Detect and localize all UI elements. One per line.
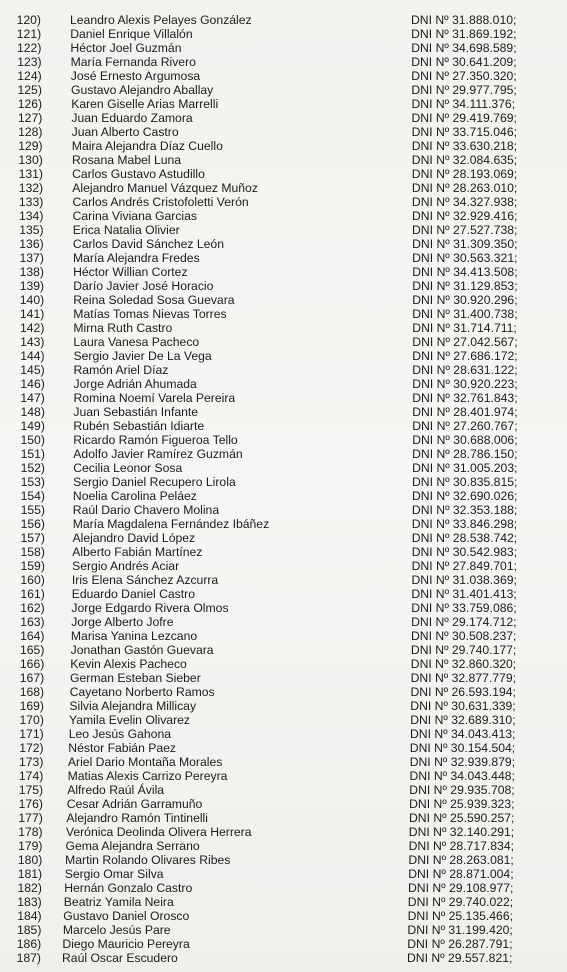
entry-name: Alejandro David López: [72, 531, 196, 545]
entry-dni: DNI Nº 31.714.711;: [412, 321, 517, 335]
entry-dni: DNI Nº 28.717.834;: [408, 839, 514, 853]
entry-dni: DNI Nº 32.689.310;: [410, 713, 516, 727]
entry-dni: DNI Nº 30.920.223;: [412, 377, 518, 391]
entry-name: Juan Eduardo Zamora: [71, 111, 193, 125]
entry-number: 163): [20, 615, 45, 629]
list-item: [0, 699, 567, 713]
entry-name: Gustavo Alejandro Aballay: [71, 83, 214, 97]
list-item: [0, 377, 567, 391]
entry-dni: DNI Nº 30.563.321;: [412, 251, 518, 265]
entry-number: 184): [17, 909, 42, 923]
entry-name: Jorge Adrián Ahumada: [73, 377, 197, 391]
entry-name: Juan Alberto Castro: [71, 125, 179, 139]
list-item: [0, 489, 567, 503]
entry-dni: DNI Nº 32.929.416;: [412, 209, 518, 223]
entry-dni: DNI Nº 30.641.209;: [411, 55, 517, 69]
entry-name: Carlos David Sánchez León: [72, 237, 224, 251]
list-item: [0, 853, 567, 867]
entry-dni: DNI Nº 30.154.504;: [409, 741, 516, 755]
entry-name: Eduardo Daniel Castro: [71, 587, 195, 601]
entry-name: Héctor Joel Guzmán: [70, 41, 182, 55]
list-item: [0, 951, 567, 965]
list-item: [0, 755, 567, 769]
entry-dni: DNI Nº 29.740.177;: [410, 643, 517, 657]
entry-dni: DNI Nº 29.740.022;: [407, 895, 514, 909]
entry-number: 130): [18, 153, 43, 167]
list-item: [0, 601, 567, 615]
entry-name: Sergio Andrés Aciar: [72, 559, 180, 573]
list-item: [0, 657, 567, 671]
list-item: [0, 237, 567, 251]
entry-dni: DNI Nº 32.761.843;: [412, 391, 518, 405]
list-item: [0, 797, 567, 811]
entry-name: Gustavo Daniel Orosco: [63, 909, 190, 923]
entry-number: 146): [20, 377, 45, 391]
list-item: [0, 685, 567, 699]
list-item: [0, 727, 567, 741]
entry-dni: DNI Nº 29.174.712;: [411, 615, 517, 629]
list-item: [0, 125, 567, 139]
entry-name: Leandro Alexis Pelayes González: [70, 13, 252, 27]
list-item: [0, 587, 567, 601]
list-item: [0, 55, 567, 69]
list-item: [0, 461, 567, 475]
entry-number: 180): [17, 853, 43, 867]
entry-number: 128): [18, 125, 43, 139]
entry-number: 131): [18, 167, 43, 181]
list-item: [0, 895, 567, 909]
entry-name: Mirna Ruth Castro: [73, 321, 173, 335]
list-item: [0, 349, 567, 363]
entry-name: Martin Rolando Olivares Ribes: [65, 853, 231, 867]
entry-name: Matias Alexis Carrizo Pereyra: [67, 769, 228, 783]
entry-name: Erica Natalia Olivier: [72, 223, 180, 237]
entry-name: Darío Javier José Horacio: [73, 279, 214, 293]
list-item: [0, 391, 567, 405]
entry-name: Ricardo Ramón Figueroa Tello: [73, 433, 238, 447]
entry-name: Adolfo Javier Ramírez Guzmán: [73, 447, 243, 461]
entry-name: Laura Vanesa Pacheco: [73, 335, 200, 349]
entry-dni: DNI Nº 27.527.738;: [412, 223, 518, 237]
entry-dni: DNI Nº 34.327.938;: [411, 195, 518, 209]
entry-number: 153): [20, 475, 45, 489]
entry-number: 148): [20, 405, 45, 419]
entry-number: 151): [20, 447, 45, 461]
entry-dni: DNI Nº 28.193.069;: [411, 167, 518, 181]
entry-dni: DNI Nº 27.260.767;: [412, 419, 518, 433]
entry-name: Sergio Javier De La Vega: [73, 349, 212, 363]
entry-dni: DNI Nº 28.871.004;: [408, 867, 514, 881]
entry-name: José Ernesto Argumosa: [70, 69, 201, 83]
entry-number: 169): [19, 699, 44, 713]
list-item: [0, 83, 567, 97]
list-item: [0, 713, 567, 727]
entry-dni: DNI Nº 29.935.708;: [409, 783, 515, 797]
entry-name: Sergio Omar Silva: [64, 867, 164, 881]
list-item: [0, 293, 567, 307]
entry-name: Raúl Dario Chavero Molina: [72, 503, 220, 517]
entry-dni: DNI Nº 30.542.983;: [411, 545, 518, 559]
entry-number: 185): [16, 923, 42, 937]
entry-number: 181): [17, 867, 43, 881]
entry-number: 159): [20, 559, 45, 573]
entry-name: Noelia Carolina Peláez: [72, 489, 197, 503]
list-item: [0, 167, 567, 181]
entry-dni: DNI Nº 28.786.150;: [412, 447, 518, 461]
entry-name: Héctor Willian Cortez: [73, 265, 188, 279]
entry-dni: DNI Nº 26.593.194;: [410, 685, 516, 699]
entry-number: 134): [18, 209, 44, 223]
list-item: [0, 69, 567, 83]
entry-dni: DNI Nº 27.686.172;: [412, 349, 518, 363]
entry-number: 166): [19, 657, 45, 671]
entry-dni: DNI Nº 31.888.010;: [411, 13, 517, 27]
entry-name: Diego Mauricio Pereyra: [62, 937, 190, 951]
entry-number: 179): [18, 839, 43, 853]
entry-number: 155): [20, 503, 45, 517]
list-item: [0, 769, 567, 783]
list-item: [0, 419, 567, 433]
entry-name: Romina Noemí Varela Pereira: [73, 391, 236, 405]
entry-dni: DNI Nº 29.977.795;: [411, 83, 517, 97]
entry-number: 120): [16, 13, 41, 27]
list-item: [0, 195, 567, 209]
entry-number: 186): [16, 937, 42, 951]
entry-number: 136): [19, 237, 44, 251]
list-item: [0, 909, 567, 923]
entry-dni: DNI Nº 28.401.974;: [412, 405, 518, 419]
entry-number: 173): [18, 755, 44, 769]
entry-number: 168): [19, 685, 45, 699]
entry-dni: DNI Nº 33.759.086;: [411, 601, 517, 615]
entry-number: 156): [20, 517, 45, 531]
list-item: [0, 531, 567, 545]
entry-dni: DNI Nº 32.877.779;: [410, 671, 516, 685]
entry-name: Alberto Fabián Martínez: [72, 545, 203, 559]
entry-number: 178): [18, 825, 43, 839]
entry-dni: DNI Nº 29.108.977;: [408, 881, 514, 895]
entry-dni: DNI Nº 30.835.815;: [412, 475, 518, 489]
list-item: [0, 923, 567, 937]
entry-dni: DNI Nº 29.419.769;: [411, 111, 517, 125]
entry-name: Gema Alejandra Serrano: [65, 839, 200, 853]
entry-name: Cecilia Leonor Sosa: [73, 461, 183, 475]
entry-number: 132): [18, 181, 44, 195]
entry-dni: DNI Nº 33.846.298;: [411, 517, 518, 531]
entry-dni: DNI Nº 31.199.420;: [407, 923, 513, 937]
entry-dni: DNI Nº 31.400.738;: [412, 307, 518, 321]
entry-name: Cayetano Norberto Ramos: [69, 685, 215, 699]
entry-name: Ariel Dario Montaña Morales: [67, 755, 223, 769]
list-item: [0, 825, 567, 839]
entry-number: 157): [20, 531, 45, 545]
entry-number: 137): [19, 251, 44, 265]
entry-name: Alejandro Ramón Tintinelli: [66, 811, 208, 825]
list-item: [0, 559, 567, 573]
list-item: [0, 671, 567, 685]
entry-name: Matías Tomas Nievas Torres: [73, 307, 227, 321]
list-item: [0, 545, 567, 559]
entry-number: 165): [19, 643, 45, 657]
entry-name: Carlos Andrés Cristofoletti Verón: [72, 195, 249, 209]
entry-number: 167): [19, 671, 45, 685]
entry-number: 152): [20, 461, 45, 475]
entry-number: 141): [19, 307, 45, 321]
entry-number: 142): [19, 321, 45, 335]
entry-dni: DNI Nº 28.263.081;: [408, 853, 514, 867]
list-item: [0, 643, 567, 657]
list-item: [0, 27, 567, 41]
entry-dni: DNI Nº 34.043.448;: [409, 769, 515, 783]
entry-dni: DNI Nº 32.939.879;: [409, 755, 516, 769]
list-item: [0, 839, 567, 853]
entry-dni: DNI Nº 32.084.635;: [411, 153, 518, 167]
entry-dni: DNI Nº 33.630.218;: [411, 139, 518, 153]
list-item: [0, 111, 567, 125]
entry-name: María Alejandra Fredes: [73, 251, 200, 265]
entry-number: 126): [17, 97, 43, 111]
list-item: [0, 433, 567, 447]
entry-dni: DNI Nº 30.508.237;: [411, 629, 517, 643]
entry-dni: DNI Nº 31.129.853;: [412, 279, 518, 293]
entry-number: 182): [17, 881, 42, 895]
entry-dni: DNI Nº 27.849.701;: [411, 559, 517, 573]
list-item: [0, 741, 567, 755]
list-item: [0, 405, 567, 419]
entry-number: 121): [16, 27, 42, 41]
entry-dni: DNI Nº 32.690.026;: [412, 489, 518, 503]
entry-dni: DNI Nº 25.590.257;: [409, 811, 515, 825]
entry-number: 122): [16, 41, 42, 55]
entry-number: 187): [16, 951, 41, 965]
entry-number: 160): [20, 573, 45, 587]
entry-number: 143): [20, 335, 45, 349]
entry-name: Reina Soledad Sosa Guevara: [73, 293, 235, 307]
entry-name: Ramón Ariel Díaz: [73, 363, 169, 377]
entry-name: Juan Sebastián Infante: [73, 405, 199, 419]
entry-name: Beatriz Yamila Neira: [63, 895, 174, 909]
entry-number: 125): [17, 83, 42, 97]
entry-number: 176): [18, 797, 43, 811]
list-item: [0, 223, 567, 237]
list-item: [0, 41, 567, 55]
entry-dni: DNI Nº 34.698.589;: [411, 41, 517, 55]
entry-number: 147): [20, 391, 45, 405]
entry-dni: DNI Nº 32.860.320;: [410, 657, 517, 671]
entry-name: Jorge Edgardo Rivera Olmos: [71, 601, 229, 615]
list-item: [0, 937, 567, 951]
entry-name: Carlos Gustavo Astudillo: [72, 167, 205, 181]
entry-name: Verónica Deolinda Olivera Herrera: [65, 825, 252, 839]
list-item: [0, 321, 567, 335]
list-item: [0, 629, 567, 643]
entry-dni: DNI Nº 30.688.006;: [412, 433, 518, 447]
entry-name: Leo Jesús Gahona: [68, 727, 172, 741]
entry-name: Kevin Alexis Pacheco: [70, 657, 187, 671]
entry-name: Iris Elena Sánchez Azcurra: [71, 573, 219, 587]
entry-dni: DNI Nº 33.715.046;: [411, 125, 517, 139]
entry-number: 158): [20, 545, 45, 559]
entry-name: Rubén Sebastián Idiarte: [73, 419, 205, 433]
entry-dni: DNI Nº 29.557.821;: [407, 951, 513, 965]
entry-name: Yamila Evelin Olivarez: [69, 713, 191, 727]
list-item: [0, 265, 567, 279]
entry-number: 161): [20, 587, 45, 601]
entry-number: 145): [20, 363, 45, 377]
entry-name: Maira Alejandra Díaz Cuello: [71, 139, 223, 153]
entry-number: 138): [19, 265, 44, 279]
list-item: [0, 503, 567, 517]
entry-dni: DNI Nº 28.631.122;: [412, 363, 518, 377]
list-item: [0, 13, 567, 27]
entry-name: Alejandro Manuel Vázquez Muñoz: [72, 181, 258, 195]
entry-number: 139): [19, 279, 45, 293]
entry-number: 129): [18, 139, 43, 153]
entry-number: 171): [19, 727, 44, 741]
entry-number: 183): [17, 895, 42, 909]
entry-dni: DNI Nº 34.413.508;: [412, 265, 518, 279]
entry-number: 164): [20, 629, 45, 643]
entry-dni: DNI Nº 30.920.296;: [412, 293, 518, 307]
entry-name: Marcelo Jesús Pare: [62, 923, 171, 937]
entry-name: German Esteban Sieber: [70, 671, 201, 685]
entry-number: 124): [17, 69, 42, 83]
entry-name: Raúl Oscar Escudero: [62, 951, 178, 965]
entry-number: 127): [17, 111, 43, 125]
entry-dni: DNI Nº 28.538.742;: [411, 531, 518, 545]
list-item: [0, 181, 567, 195]
entry-name: Hernán Gonzalo Castro: [64, 881, 193, 895]
entry-name: Cesar Adrián Garramuño: [66, 797, 203, 811]
entry-name: Silvia Alejandra Millicay: [69, 699, 197, 713]
list-item: [0, 97, 567, 111]
entry-number: 144): [20, 349, 45, 363]
entry-name: Daniel Enrique Villalón: [70, 27, 193, 41]
list-item: [0, 447, 567, 461]
entry-dni: DNI Nº 31.005.203;: [412, 461, 518, 475]
entry-dni: DNI Nº 32.353.188;: [411, 503, 518, 517]
entry-number: 170): [19, 713, 44, 727]
list-item: [0, 517, 567, 531]
entry-number: 175): [18, 783, 44, 797]
entry-name: María Magdalena Fernández Ibáñez: [72, 517, 270, 531]
entry-number: 150): [20, 433, 45, 447]
list-item: [0, 867, 567, 881]
entry-dni: DNI Nº 27.042.567;: [412, 335, 518, 349]
entry-name: María Fernanda Rivero: [70, 55, 196, 69]
entry-number: 154): [20, 489, 45, 503]
entry-dni: DNI Nº 31.401.413;: [411, 587, 517, 601]
entry-dni: DNI Nº 34.043.413;: [410, 727, 516, 741]
list-item: [0, 279, 567, 293]
entry-dni: DNI Nº 30.631.339;: [410, 699, 516, 713]
entry-name: Néstor Fabián Paez: [68, 741, 177, 755]
entry-dni: DNI Nº 25.135.466;: [407, 909, 513, 923]
list-item: [0, 153, 567, 167]
list-item: [0, 209, 567, 223]
entry-number: 135): [19, 223, 44, 237]
entry-number: 123): [17, 55, 42, 69]
entry-name: Jorge Alberto Jofre: [71, 615, 174, 629]
entry-dni: DNI Nº 31.869.192;: [411, 27, 517, 41]
entry-dni: DNI Nº 31.309.350;: [412, 237, 518, 251]
entry-dni: DNI Nº 26.287.791;: [407, 937, 513, 951]
entry-number: 149): [20, 419, 45, 433]
entry-number: 140): [19, 293, 45, 307]
entry-name: Rosana Mabel Luna: [72, 153, 182, 167]
list-item: [0, 251, 567, 265]
list-item: [0, 475, 567, 489]
entry-dni: DNI Nº 28.263.010;: [411, 181, 518, 195]
entry-number: 172): [19, 741, 44, 755]
list-item: [0, 139, 567, 153]
entry-name: Carina Viviana Garcias: [72, 209, 198, 223]
list-item: [0, 307, 567, 321]
entry-number: 133): [18, 195, 44, 209]
entry-name: Sergio Daniel Recupero Lirola: [73, 475, 236, 489]
entry-number: 162): [20, 601, 45, 615]
entry-name: Karen Giselle Arias Marrelli: [71, 97, 219, 111]
entry-dni: DNI Nº 31.038.369;: [411, 573, 517, 587]
entry-name: Marisa Yanina Lezcano: [70, 629, 198, 643]
entry-dni: DNI Nº 27.350.320;: [411, 69, 517, 83]
entry-name: Alfredo Raúl Ávila: [67, 783, 165, 797]
list-item: [0, 615, 567, 629]
list-item: [0, 811, 567, 825]
entry-name: Jonathan Gastón Guevara: [70, 643, 214, 657]
list-item: [0, 573, 567, 587]
entry-number: 174): [18, 769, 44, 783]
list-item: [0, 881, 567, 895]
entry-dni: DNI Nº 34.111.376;: [411, 97, 516, 111]
entry-dni: DNI Nº 25.939.323;: [409, 797, 515, 811]
entry-dni: DNI Nº 32.140.291;: [408, 825, 515, 839]
list-item: [0, 783, 567, 797]
list-item: [0, 335, 567, 349]
list-item: [0, 363, 567, 377]
entry-number: 177): [18, 811, 43, 825]
